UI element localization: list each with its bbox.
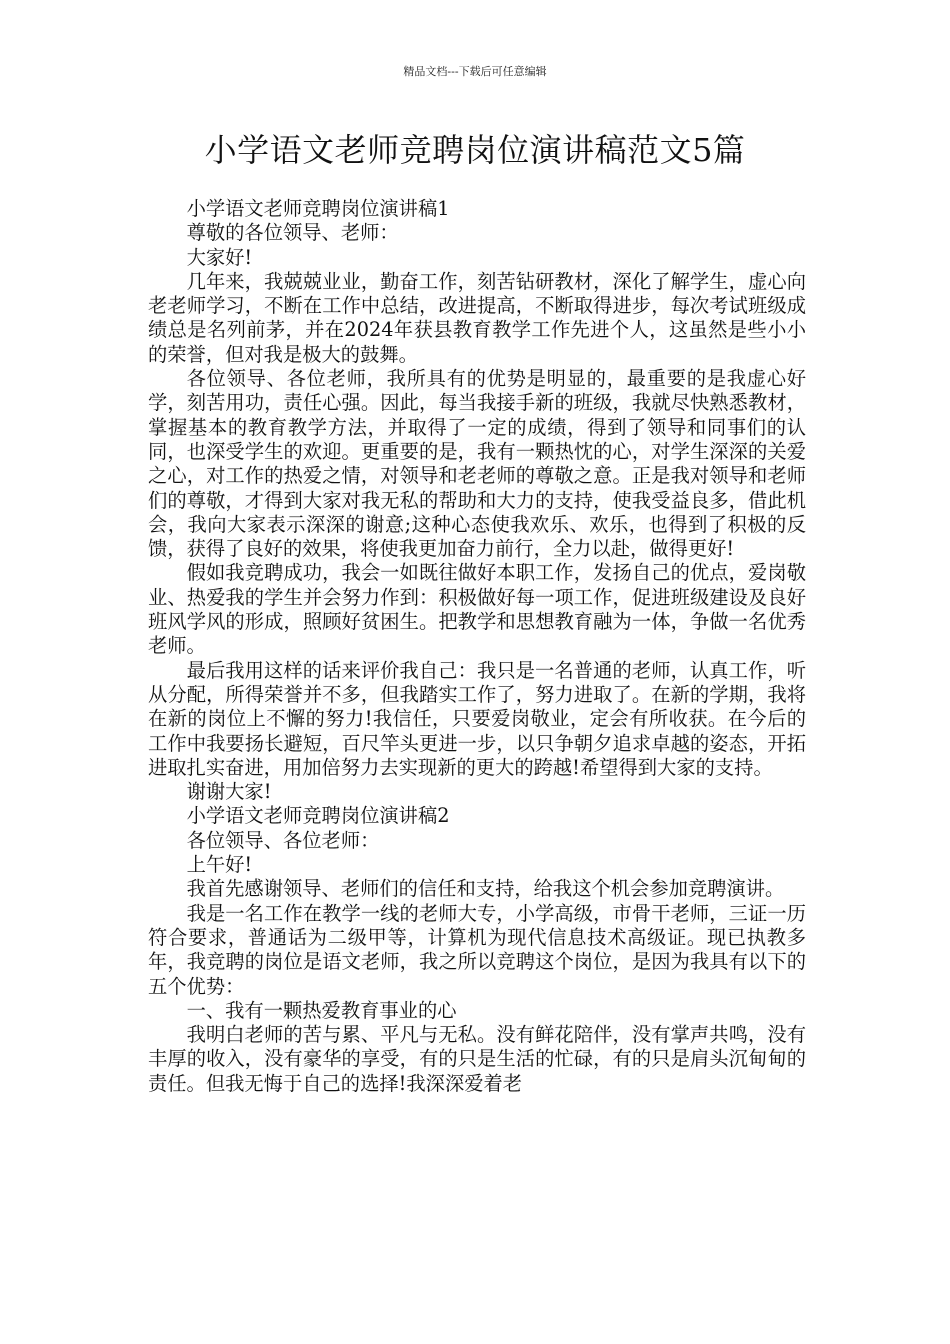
paragraph: 我明白老师的苦与累、平凡与无私。没有鲜花陪伴，没有掌声共鸣，没有丰厚的收入，没有豪华的享受，有的只是生活的忙碌，有的只是肩头沉甸甸的责任。但我无悔于自己的选择!我深深爱着老 (148, 1023, 806, 1095)
paragraph: 几年来，我兢兢业业，勤奋工作，刻苦钻研教材，深化了解学生，虚心向老老师学习，不断在工作中总结，改进提高，不断取得进步，每次考试班级成绩总是名列前茅，并在2024年获县教育教学工作先进个人，这虽然是些小小的荣誉，但对我是极大的鼓舞。 (148, 269, 806, 366)
paragraph: 尊敬的各位领导、老师： (186, 221, 399, 245)
paragraph: 谢谢大家! (186, 780, 272, 804)
paragraph: 假如我竞聘成功，我会一如既往做好本职工作，发扬自己的优点，爱岗敬业、热爱我的学生并会努力作到：积极做好每一项工作，促进班级建设及良好班风学风的形成，照顾好贫困生。把教学和思想教育融为一体，争做一名优秀老师。 (148, 561, 806, 658)
paragraph: 小学语文老师竞聘岗位演讲稿1 (186, 197, 450, 220)
paragraph: 最后我用这样的话来评价我自己：我只是一名普通的老师，认真工作，听从分配，所得荣誉并不多，但我踏实工作了，努力进取了。在新的学期，我将在新的岗位上不懈的努力!我信任，只要爱岗敬业，定会有所收获。在今后的工作中我要扬长避短，百尺竿头更进一步，以只争朝夕追求卓越的姿态，开拓进取扎实奋进，用加倍努力去实现新的更大的跨越!希望得到大家的支持。 (148, 658, 806, 779)
paragraph: 各位领导、各位老师： (186, 828, 380, 852)
document-body (148, 197, 806, 1096)
header-note: 精品文档---下载后可任意编辑 (403, 65, 547, 78)
paragraph: 各位领导、各位老师，我所具有的优势是明显的，最重要的是我虚心好学，刻苦用功，责任心强。因此，每当我接手新的班级，我就尽快熟悉教材，掌握基本的教育教学方法，并取得了一定的成绩，得到了领导和同事们的认同，也深受学生的欢迎。更重要的是，我有一颗热忱的心，对学生深深的关爱之心，对工作的热爱之情，对领导和老老师的尊敬之意。正是我对领导和老师们的尊敬，才得到大家对我无私的帮助和大力的支持，使我受益良多，借此机会，我向大家表示深深的谢意;这种心态使我欢乐、欢乐，也得到了积极的反馈，获得了良好的效果，将使我更加奋力前行，全力以赴，做得更好! (148, 367, 806, 561)
document-title: 小学语文老师竞聘岗位演讲稿范文5篇 (204, 131, 746, 169)
paragraph: 大家好! (186, 245, 253, 269)
paragraph: 一、我有一颗热爱教育事业的心 (186, 998, 457, 1022)
paragraph: 我首先感谢领导、老师们的信任和支持，给我这个机会参加竞聘演讲。 (186, 877, 785, 901)
paragraph: 小学语文老师竞聘岗位演讲稿2 (186, 804, 450, 828)
paragraph: 我是一名工作在教学一线的老师大专，小学高级，市骨干老师，三证一历符合要求，普通话为二级甲等，计算机为现代信息技术高级证。现已执教多年，我竞聘的岗位是语文老师，我之所以竞聘这个岗位，是因为我具有以下的五个优势： (148, 901, 806, 998)
paragraph: 上午好! (186, 853, 253, 877)
